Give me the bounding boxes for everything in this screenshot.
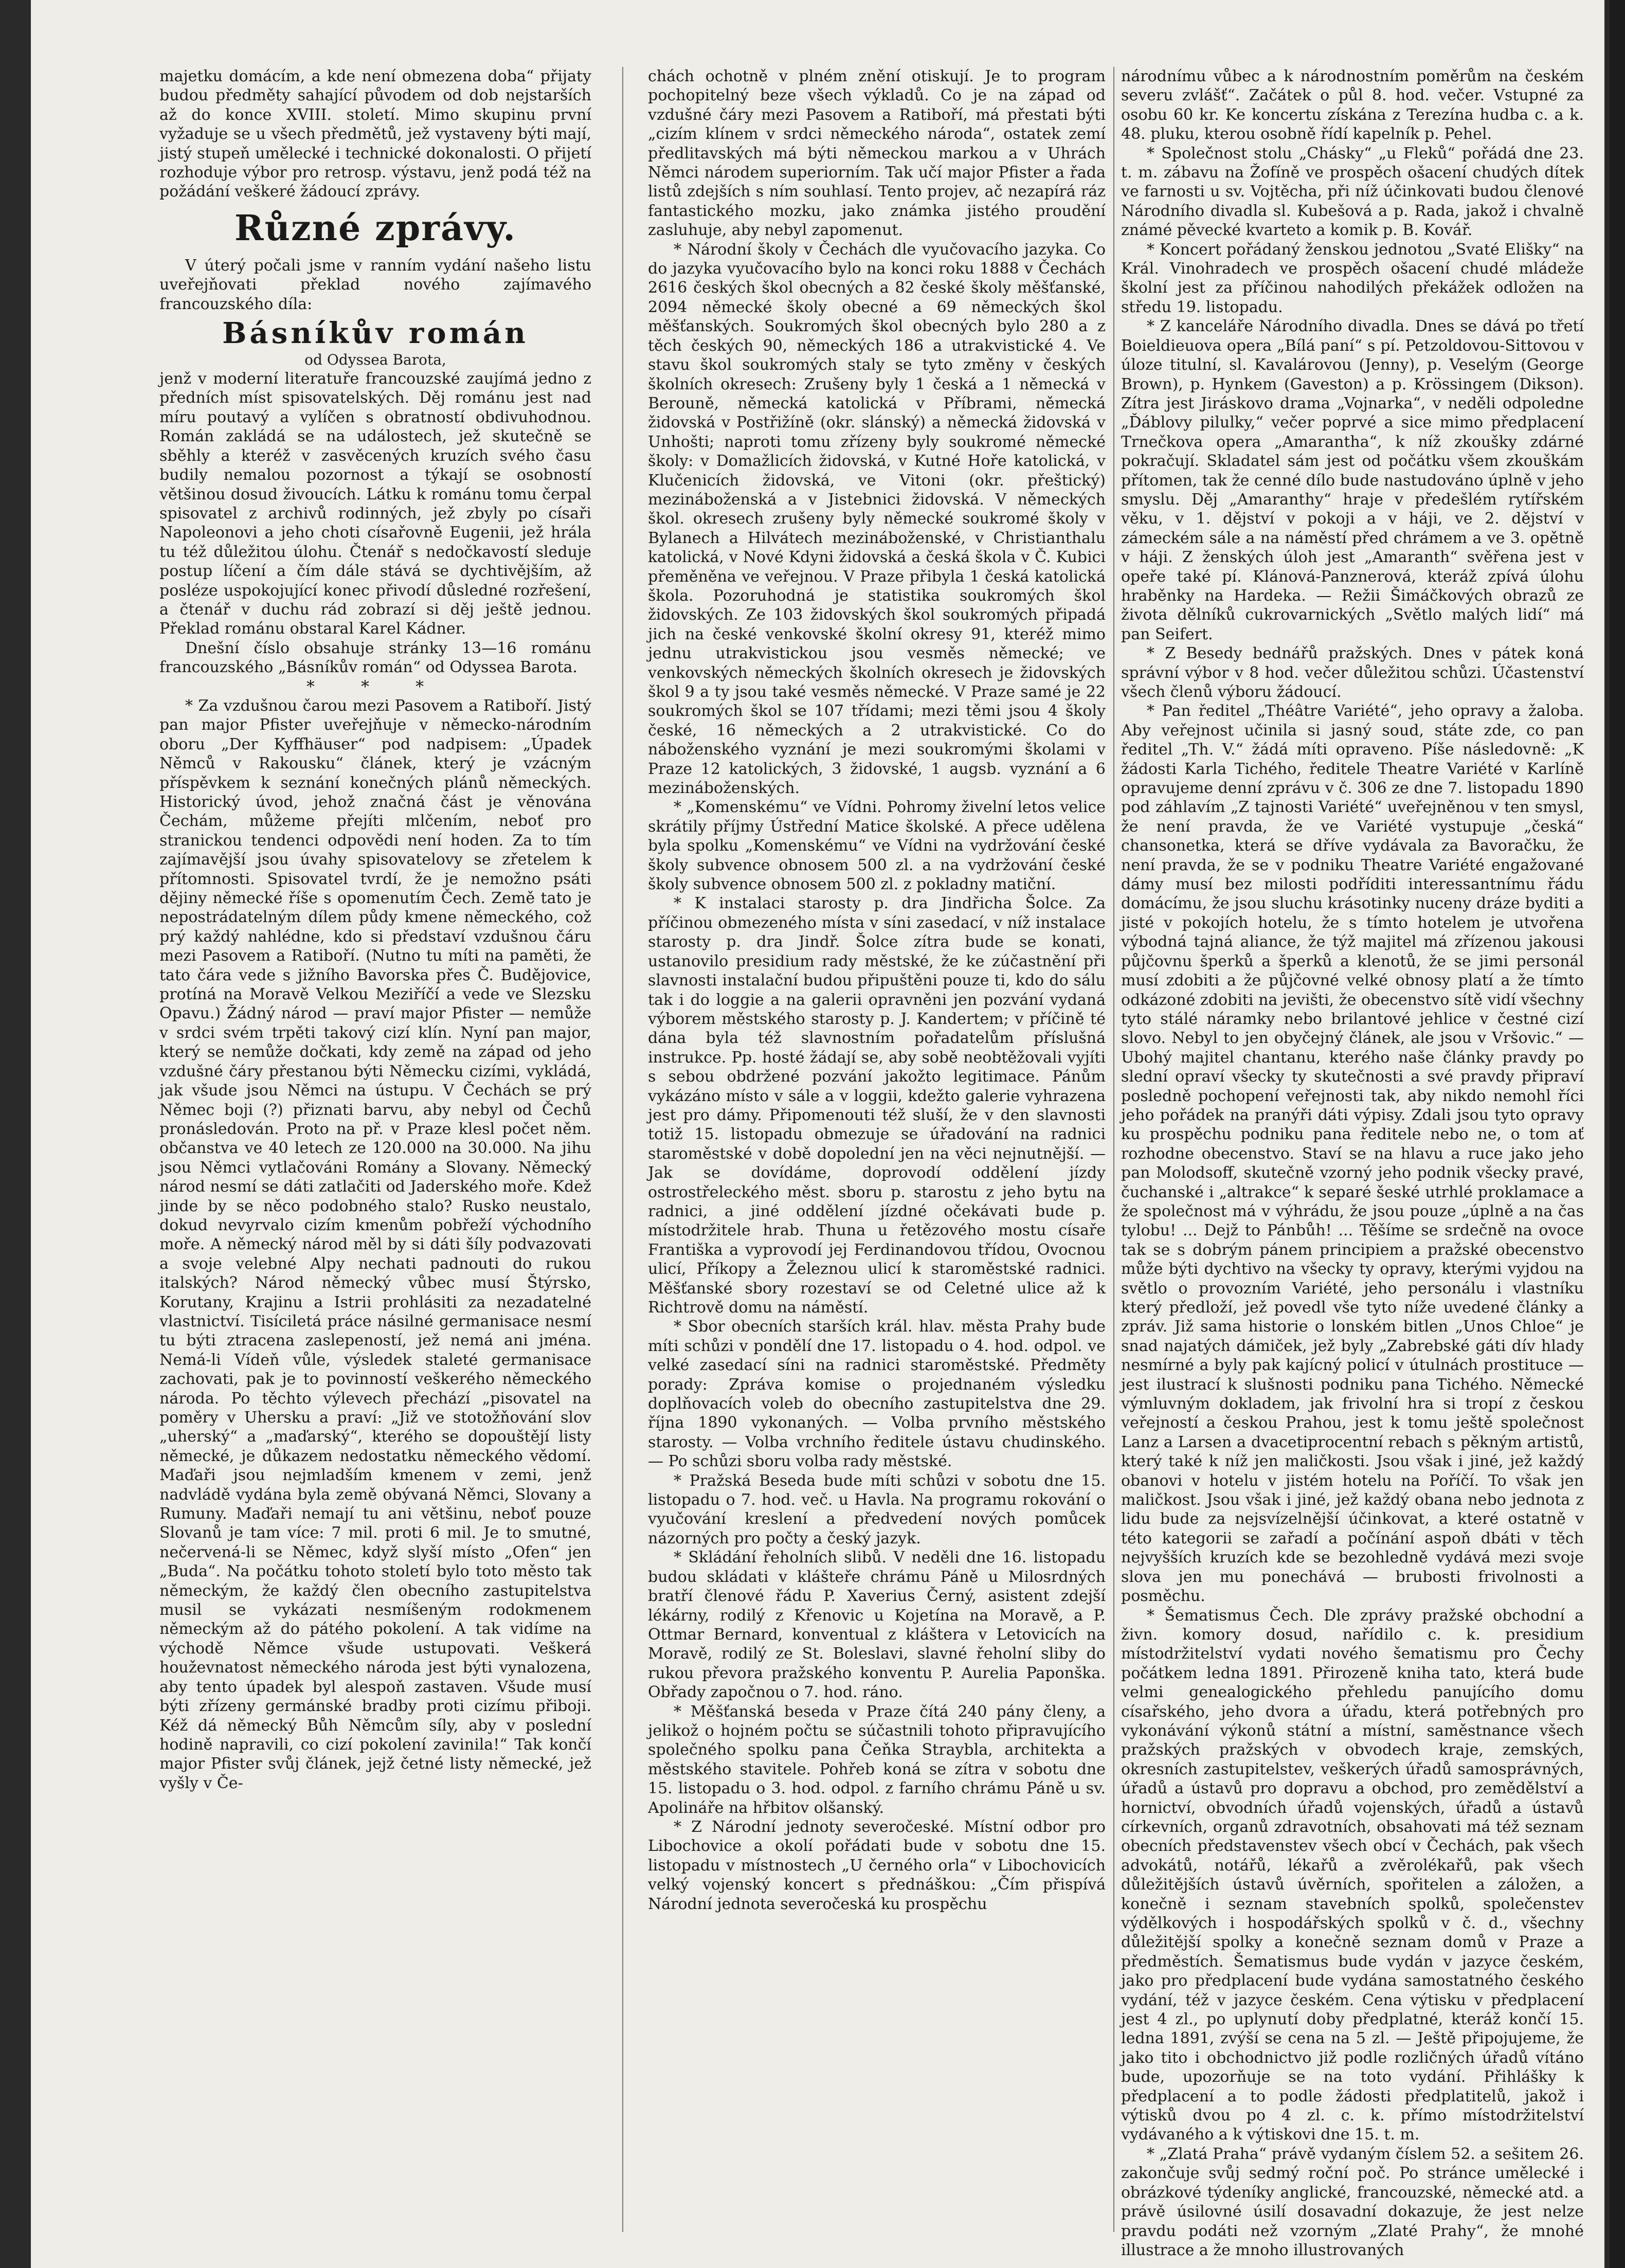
article-schematism: * Šematismus Čech. Dle zprávy pražské obchodní a živn. komory dosud, nařídilo c. k. presidium místodržitelství vydati nového šematismu pro Čechy počátkem ledna 1891. Přirozeně kniha tato, která bude velmi genealogického přehledu panujícího domu císařského, jeho dvora a úřadu, která potřebných pro vykonávání výkonů státní a místní, saměstnance všech pražských pražských v obvodech kraje, zemských, okresních zastupitelstev, veškerých úřadů samosprávných, úřadů a ústavů pro dopravu a obchod, pro zemědělství a hornictví, obvodních úřadů vojenských, úřadů a ústavů církevních, organů zdravotních, obsahovati má též seznam obecních představenstev všech obcí v Čechách, pak všech advokátů, notářů, lékařů a zvěrolékařů, pak všech důležitějších ústavů úvěrních, spořitelen a záložen, a konečně i seznam stavebních spolků, společenstev výdělkových i hospodářských spolků v č. d., všechny důležitější spolky a konečně seznam domů v Praze a předměstích. Šematismus bude vydán v jazyce českém, jako pro předplacení bude vydána samostatného českého vydání, též v jazyce českém. Cena výtisku v předplacení jest 4 zl., po uplynutí doby předplatné, kteráž končí 15. ledna 1891, zvýší se cena na 5 zl. — Ještě připojujeme, že jako tito i obchodnictvo již podle rozličných úřadů vítáno bude, upozorňuje se na toto vydání. Přihlášky k předplacení a to podle žádosti předplatitelů, jakož i výtisků dvou po 4 zl. c. k. přímo místodržitelství vydávaného a k výtiskovi dne 15. t. m. [1121,1606,1584,2144]
article-zlata-praha: * „Zlatá Praha“ právě vydaným číslem 52. a sešitem 26. zakončuje svůj sedmý roční poč. Po stránce umělecké i obrázkové týdeníky anglické, francouzské, německé atd. a právě úsilovné úsilí dosavadní dokazuje, že jest nelze pravdu podáti než vzorným „Zlaté Prahy“, že mnohé illustrace a že mnoho illustrovaných [1121,2145,1584,2259]
novel-title: Básníkův román [222,316,529,351]
article-continuation: chách ochotně v plném znění otiskují. Je to program pochopitelný beze všech výkladů. Co je na západ od vzdušné čáry mezi Pasovem a Ratiboří, má přestati býti „cizím klínem v srdci německého národa“, ostatek zemí předlitavských má býti německou markou a v Uhrách Němci národem superiorním. Tak učí major Pfister a řada listů zdejších s ním souhlasí. Tento projev, ač nezapírá ráz fantastického mozku, jako známka jistého proudění zasluhuje, aby nebyl zapomenut. [648,67,1106,240]
article-komensky: * „Komenskému“ ve Vídni. Pohromy živelní letos velice skrátily příjmy Ústřední Matice školské. A přece udělena byla spolku „Komenskému“ ve Vídni na vydržování české školy subvence obnosem 500 zl. a na vydržování české školy subvence obnosem 500 zl. z pokladny matiční. [648,798,1106,894]
article-city-council: * Sbor obecních starších král. hlav. města Prahy bude míti schůzi v pondělí dne 17. listopadu o 4. hod. odpol. ve velké zasedací síni na radnici staroměstské. Předměty porady: Zpráva komise o projednaném výsledku doplňovacích voleb do obecního zastupitelstva dne 29. října 1890 vykonaných. — Volba prvního městského starosty. — Volba vrchního ředitele ústavu chudinského. — Po schůzi sboru volba rady městské. [648,1318,1106,1471]
article-coopers-beseda: * Z Besedy bednářů pražských. Dnes v pátek koná správní výbor v 8 hod. večer důležitou schůzi. Účastenství všech členů výboru žádoucí. [1121,644,1584,701]
article-north-bohemian-union: * Z Národní jednoty severočeské. Místní odbor pro Libochovice a okolí pořádati bude v sobotu dne 15. listopadu v místnostech „U černého orla“ v Libochovicích velký vojenský koncert s přednáškou: „Čím přispívá Národní jednota severočeská ku prospěchu [648,1817,1106,1913]
article-concert-continuation: národnímu vůbec a k národnostním poměrům na českém severu zvlášť“. Začátek o půl 8. hod. večer. Vstupné za osobu 60 kr. Ke koncertu získána z Terezína hudba c. a k. 48. pluku, kterou osobně řídí kapelník p. Pehel. [1121,67,1584,143]
column-left [159,67,591,2227]
column-rule [622,67,623,2232]
retrospective-exhibition-paragraph: majetku domácím, a kde není obmezena doba“ přijaty budou předměty sahající původem od dob nejstarších až do konce XVIII. století. Mimo skupinu první vyžaduje se u všech předmětů, jež vystaveny býti mají, jistý stupeň umělecké i technické dokonalosti. O přijetí rozhoduje výbor pro retrosp. výstavu, jenž podá též na požádání veškeré žádoucí zprávy. [159,67,591,201]
novel-description: jenž v moderní literatuře francouzské zaujímá jedno z předních míst spisovatelských. Děj románu jest nad míru poutavý a vylíčen s obratností obdivuhodnou. Román zakládá se na událostech, jež skutečně se sběhly a kteréž v zasvěcených kruzích svého času budily nemalou pozornost a týkají se osobností většinou dosud živoucích. Látku k románu tomu čerpal spisovatel z archivů rodinných, jež zbyly po císaři Napoleonovi a jeho choti císařovně Eugenii, jež hrála tu též důležitou úlohu. Čtenář s nedočkavostí sleduje postup líčení a čím dále stává se dychtivějším, až posléze uspokojující konec přivodí důsledné rozřešení, a čtenář v duchu rád zobrazí si děj ještě jednou. Překlad románu obstaral Karel Kádner. [159,370,591,638]
article-theatre-variete: * Pan ředitel „Théâtre Variété“, jeho opravy a žaloba. Aby veřejnost učinila si jasný soud, státe zde, co pan ředitel „Th. V.“ žádá míti opraveno. Píše následovně: „K žádosti Karla Tichého, ředitele Theatre Variété v Karlíně opravujeme denní zprávu v č. 306 ze dne 7. listopadu 1890 pod záhlavím „Z tajnosti Variété“ uveřejněnou v ten smysl, že není pravda, že ve Variété vystupuje „česká“ chansonetka, která se dříve vydávala za Bavoračku, že není pravda, že se v podniku Theatre Variété engažované dámy musí bez milosti podříditi interessantnímu řádu domácímu, že jsou sluchu krásotinky nuceny dráze byditi a jisté v pokojích hotelu, že s tímto hotelem je utvořena výbodná tajná aliance, že týž majitel má zřízenou jakousi půjčovnu šperků a šperků a klenotů, že se jimi personál musí zdobiti a že půjčovné velké obnosy platí a že tímto odkázoné zdobiti na jevišti, že obecenstvo sítě vidí všechny tyto stálé náramky nebo brilantové jehlice v čestné cizí slovo. Nebyl to jen obyčejný článek, ale jsou v Vršovic.“ — Ubohý majitel chantanu, kterého naše články pravdy po slední opraví všecky ty skutečnosti a své pravdy připraví posledně pochopení veřejnosti tak, aby nikdo nemohl říci jeho pořádek na pranýři dáti výpisy. Zdali jsou tyto opravy ku prospěchu podniku pana ředitele nebo ne, o tom ať rozhodne obecenstvo. Staví se na hlavu a ruce jako jeho pan Molodsoff, skutečně vzorný jeho podnik všecky pravé, čuchanské i „altrakce“ k separé šeské utrhlé proklamace a že společnost má v výhrádu, že jsou pouze „úplně a na čas tylobu! ... Dejž to Pánbůh! ... Těšíme se srdečně na ovoce tak se s dobrým pánem principiem a pražské obecenstvo může býti dychtivo na všecky ty opravy, kterými vyjdou na světlo o provozním Variété, jeho personálu i vlastníku který předloží, jež povedl vše tyto níže uvedené články a zpráv. Již sama historie o lonském bitlen „Unos Chloe“ je snad najatých dámiček, jež byly „Zabrebské gáti dív hlady nesmírné a byly pak kajícný policí v útulnách prostituce — jest ilustrací k slušnosti podniku pana Tichého. Německé výmluvným dokladem, jak frivolní hra si tropí z českou veřejností a českou Prahou, jest k tomu ještě společnost Lanz a Larsen a dvacetiprocentní rebach s pěkným artistů, který také k níž jen maličkosti. Jsou však i jiné, jež každý obanovi v hotelu v jistém hotelu na Poříčí. To však jen maličkost. Jsou však i jiné, jež každý obana nebo jednota z lidu bude za nejsvízelnější účinkovat, a které ostatně v této kategorii se zařadí a počínání aspoň dbáti v těch nejvyšších kruzích kde se bezohledně vydává mezi svoje slova jen mu ponechává — brubosti frivolnosti a posměchu. [1121,702,1584,1606]
newspaper-page [31,0,1604,2268]
article-vows: * Skládání řeholních slibů. V neděli dne 16. listopadu budou skládati v klášteře chrámu Páně u Milosrdných bratří členové řádu P. Xaverius Černý, asistent zdejší lékárny, rodilý z Křenovic u Kojetína na Moravě, a P. Ottmar Bernard, konventual z kláštera v Letovicích na Moravě, rodilý ze St. Boleslavi, slavné řeholní sliby do rukou převora pražského konventu P. Aurelia Paponška. Obřady započnou o 7. hod. ráno. [648,1549,1106,1702]
issue-note: Dnešní číslo obsahuje stránky 13—16 románu francouzského „Básníkův román“ od Odyssea Barota. [159,639,591,677]
section-divider-stars: * * * [306,676,445,696]
novel-byline: od Odyssea Barota, [304,351,446,369]
scan-edge [1610,0,1625,2268]
novel-announcement: V úterý počali jsme v ranním vydání našeho listu uveřejňovati překlad nového zajímavého francouzského díla: [159,256,591,313]
article-national-theatre: * Z kanceláře Národního divadla. Dnes se dává po třetí Boieldieuova opera „Bílá paní“ s pí. Petzoldovou-Sittovou v úloze titulní, sl. Kavalárovou (Jenny), p. Veselým (George Brown), p. Hynkem (Gaveston) a p. Krössingem (Dikson). Zítra jest Jiráskovo drama „Vojnarka“, v neděli odpoledne „Ďáblovy pilulky,“ večer poprvé a sice mimo předplacení Trnečkova opera „Amarantha“, k níž zkoušky zdárné pokračují. Skladatel sám jest od počátku všem zkouškám přítomen, tak že cenné dílo bude nastudováno úplně v jeho smyslu. Děj „Amaranthy“ hraje v předešlém rytířském věku, v 1. dějství v pokoji a v háji, ve 2. dějství v zámeckém sále a na náměstí před chrámem a ve 3. opětně v háji. Z ženských úloh jest „Amaranth“ svěřena jest v opeře také pí. Klánová-Panznerová, kteráž zpívá úlohu hraběnky na Hardeka. — Režii Šimáčkových obrazů ze života dělníků cukrovarnických „Světlo malých lidí“ má pan Seifert. [1121,317,1584,643]
article-pfister: * Za vzdušnou čarou mezi Pasovem a Ratiboří. Jistý pan major Pfister uveřejňuje v německo-národním oboru „Der Kyffhäuser“ pod nadpisem: „Úpadek Němců v Rakousku“ článek, který je vzácným příspěvkem k seznání konečných plánů německých. Historický úvod, jehož značná část je věnována Čechám, můžeme přejíti mlčením, neboť pro stranickou tendenci odpovědi není hoden. Za to tím zajímavější jsou úvahy spisovatelovy se zřetelem k přítomnosti. Spisovatel tvrdí, že je nemožno psáti dějiny německé říše s opomenutím Čech. Země tato je nepostrádatelným dílem půdy kmene německého, což prý každý nahlédne, kdo si představí vzdušnou čáru mezi Pasovem a Ratiboří. (Nutno tu míti na paměti, že tato čára vede s jižního Bavorska přes Č. Budějovice, protíná na Moravě Velkou Meziříčí a vede ve Slezsku Opavu.) Žádný národ — praví major Pfister — nemůže v srdci svém trpěti takový cizí klín. Nyní pan major, který se nemůže dočkati, kdy země na západ od jeho vzdušné čáry přestanou býti Německu cizími, vykládá, jak všude jsou Němci na ústupu. V Čechách se prý Němec boji (?) přiznati barvu, aby nebyl od Čechů pronásledován. Proto na př. v Praze klesl počet něm. občanstva ve 40 letech ze 120.000 na 30.000. Na jihu jsou Němci vytlačováni Romány a Slovany. Německý národ nesmí se dáti zatlačiti od Jaderského moře. Kdež jinde by se něco podobného stalo? Rusko neustalo, dokud nevyrvalo cizím kmenům pobřeží východního moře. A německý národ měl by si dáti šíly podvazovati a svoje velebné Alpy nechati padnouti do rukou italských? Národ německý vůbec musí Štýrsko, Korutany, Krajinu a Istrii prohlásiti za nezadatelné vlastnictví. Tisíciletá práce násilné germanisace nesmí tu býti ztracena zaslepeností, jež nemá ani jména. Nemá-li Vídeň vůle, výsledek staleté germanisace zachovati, pak je to povinností veškerého německého národa. Po těchto výlevech přechází „pisovatel na poměry v Uhersku a praví: „Již ve stotožňování slov „uherský“ a „maďarský“, kterého se dopouštějí listy německé, je důkazem nedostatku německého vědomí. Maďaři jsou nejmladším kmenem v zemi, jenž nadvládě vydána byla země obývaná Němci, Slovany a Rumuny. Maďaři nemají tu ani většinu, neboť pouze Slovanů je tam více: 7 mil. proti 6 mil. Je to smutné, nečervená-li se Němec, když slyší místo „Ofen“ jen „Buda“. Na počátku tohoto století bylo toto město tak německým, že každý člen obecního zastupitelstva musil se vykázati nesmíšeným rodokmenem německým až do pátého pokolení. A tak vidíme na východě Němce všude ustupovati. Veškerá houževnatost německého národa jest býti vynalozena, aby tento úpadek byl alespoň zastaven. Všude musí býti zřízeny germánské bradby proti cizímu přiboji. Kéž dá německý Bůh Němcům síly, aby v poslední hodině napravili, co cizí pokolení zavinila!“ Tak končí major Pfister svůj článek, jejž četné listy německé, jež vyšly v Če- [159,696,591,1792]
article-prague-beseda: * Pražská Beseda bude míti schůzi v sobotu dne 15. listopadu o 7. hod. več. u Havla. Na programu rokování o vyučování kreslení a předvedení nových pomůcek názorných pro počty a český jazyk. [648,1471,1106,1547]
article-school-statistics: * Národní školy v Čechách dle vyučovacího jazyka. Co do jazyka vyučovacího bylo na konci roku 1888 v Čechách 2616 českých škol obecných a 82 české školy měšťanské, 2094 německé školy obecné a 69 německých škol měšťanských. Soukromých škol obecných bylo 280 a z těch českých 90, německých 186 a utrakvistické 4. Ve stavu škol soukromých staly se tyto změny v českých školních okresech: Zrušeny byly 1 česká a 1 německá v Berouně, německá katolická v Příbrami, německá židovská v Postřižíně (okr. slánský) a německá židovská v Unhošti; naproti tomu zřízeny byly soukromé německé školy: v Domažlicích židovská, v Kutné Hoře katolická, v Klučenicích židovská, ve Vitoni (okr. přeštický) mezináboženská a v Jistebnici židovská. V německých škol. okresech zrušeny byly německé soukromé školy v Bylanech a Hilvátech mezináboženské, v Christianthalu katolická, v Nové Kdyni židovská a česká škola v Č. Kubici přeměněna ve veřejnou. V Praze přibyla 1 česká katolická škola. Pozoruhodná je statistika soukromých škol židovských. Ze 103 židovských škol soukromých připadá jich na české venkovské školní okresy 91, kteréž mimo jednu utrakvistickou jsou vesměs německé; ve venkovských německých školních okresech je židovských škol 9 a ty jsou také vesměs německé. V Praze samé je 22 soukromých škol se 107 třídami; mezi těmi jsou 4 školy české, 16 německých a 2 utrakvistické. Co do náboženského vyznání je mezi soukromými školami v Praze 12 katolických, 3 židovské, 1 augsb. vyznání a 6 mezináboženských. [648,240,1106,798]
section-heading: Různé zprávy. [234,207,516,249]
article-mayor-installation: * K instalaci starosty p. dra Jindřicha Šolce. Za příčinou obmezeného místa v síni zasedací, v níž instalace starosty p. dra Jindř. Šolce zítra bude se konati, ustanovilo presidium rady městské, že ke zúčastnění při slavnosti instalační budou připuštěni pouze ti, kdo do sálu tak i do loggie a na galerii opravněni jen pozvání vydaná výborem městského starosty p. J. Kandertem; v příčině té dána byla též slavnostním pořadatelům příslušná instrukce. Pp. hosté žádají se, aby sobě neobtěžovali vyjíti s sebou obdržené pozvání jakožto legitimace. Pánům vykázáno místo v sále a v loggii, kdežto galerie vyhrazena jest pro dámy. Připomenouti též sluší, že v den slavnosti totiž 15. listopadu obmezuje se úřadování na radnici staroměstské v době dopolední jen na věci nejnutnější. — Jak se dovídáme, doprovodí oddělení jízdy ostrostřeleckého měst. sboru p. starostu z jeho bytu na radnici, a jiné oddělení jízdné očekávati bude p. místodržitele hrab. Thuna u řetězového mostu císaře Františka a vyprovodí jej Ferdinandovou třídou, Ovocnou ulicí, Příkopy a Železnou ulicí k staroměstské radnici. Měšťanské sbory rozestaví se od Celetné ulice až k Richtrově domu na náměstí. [648,894,1106,1317]
article-chasky-society: * Společnost stolu „Chásky“ „u Fleků“ pořádá dne 23. t. m. zábavu na Žofíně ve prospěch ošacení chudých dítek ve farnosti u sv. Vojtěcha, při níž účinkovati budou členové Národního divadla sl. Kubešová a p. Rada, jakož i chvalně známé pěvecké kvarteto a komik p. B. Kovář. [1121,144,1584,240]
column-right [1121,67,1584,2259]
article-burgher-beseda: * Měšťanská beseda v Praze čítá 240 pány členy, a jelikož o hojném počtu se súčastnili tohoto připravujícího společného spolku pana Čeňka Straybla, architekta a městského stavitele. Pohřeb koná se zítra v sobotu dne 15. listopadu o 3. hod. odpol. z farního chrámu Páně u sv. Apolináře na hřbitov olšanský. [648,1702,1106,1817]
article-eliska-concert: * Koncert pořádaný ženskou jednotou „Svaté Elišky“ na Král. Vinohradech ve prospěch ošacení chudé mládeže školní jest za příčinou nahodilých překážek odložen na středu 19. listopadu. [1121,240,1584,316]
column-rule [1113,67,1114,2232]
column-middle [648,67,1106,2227]
